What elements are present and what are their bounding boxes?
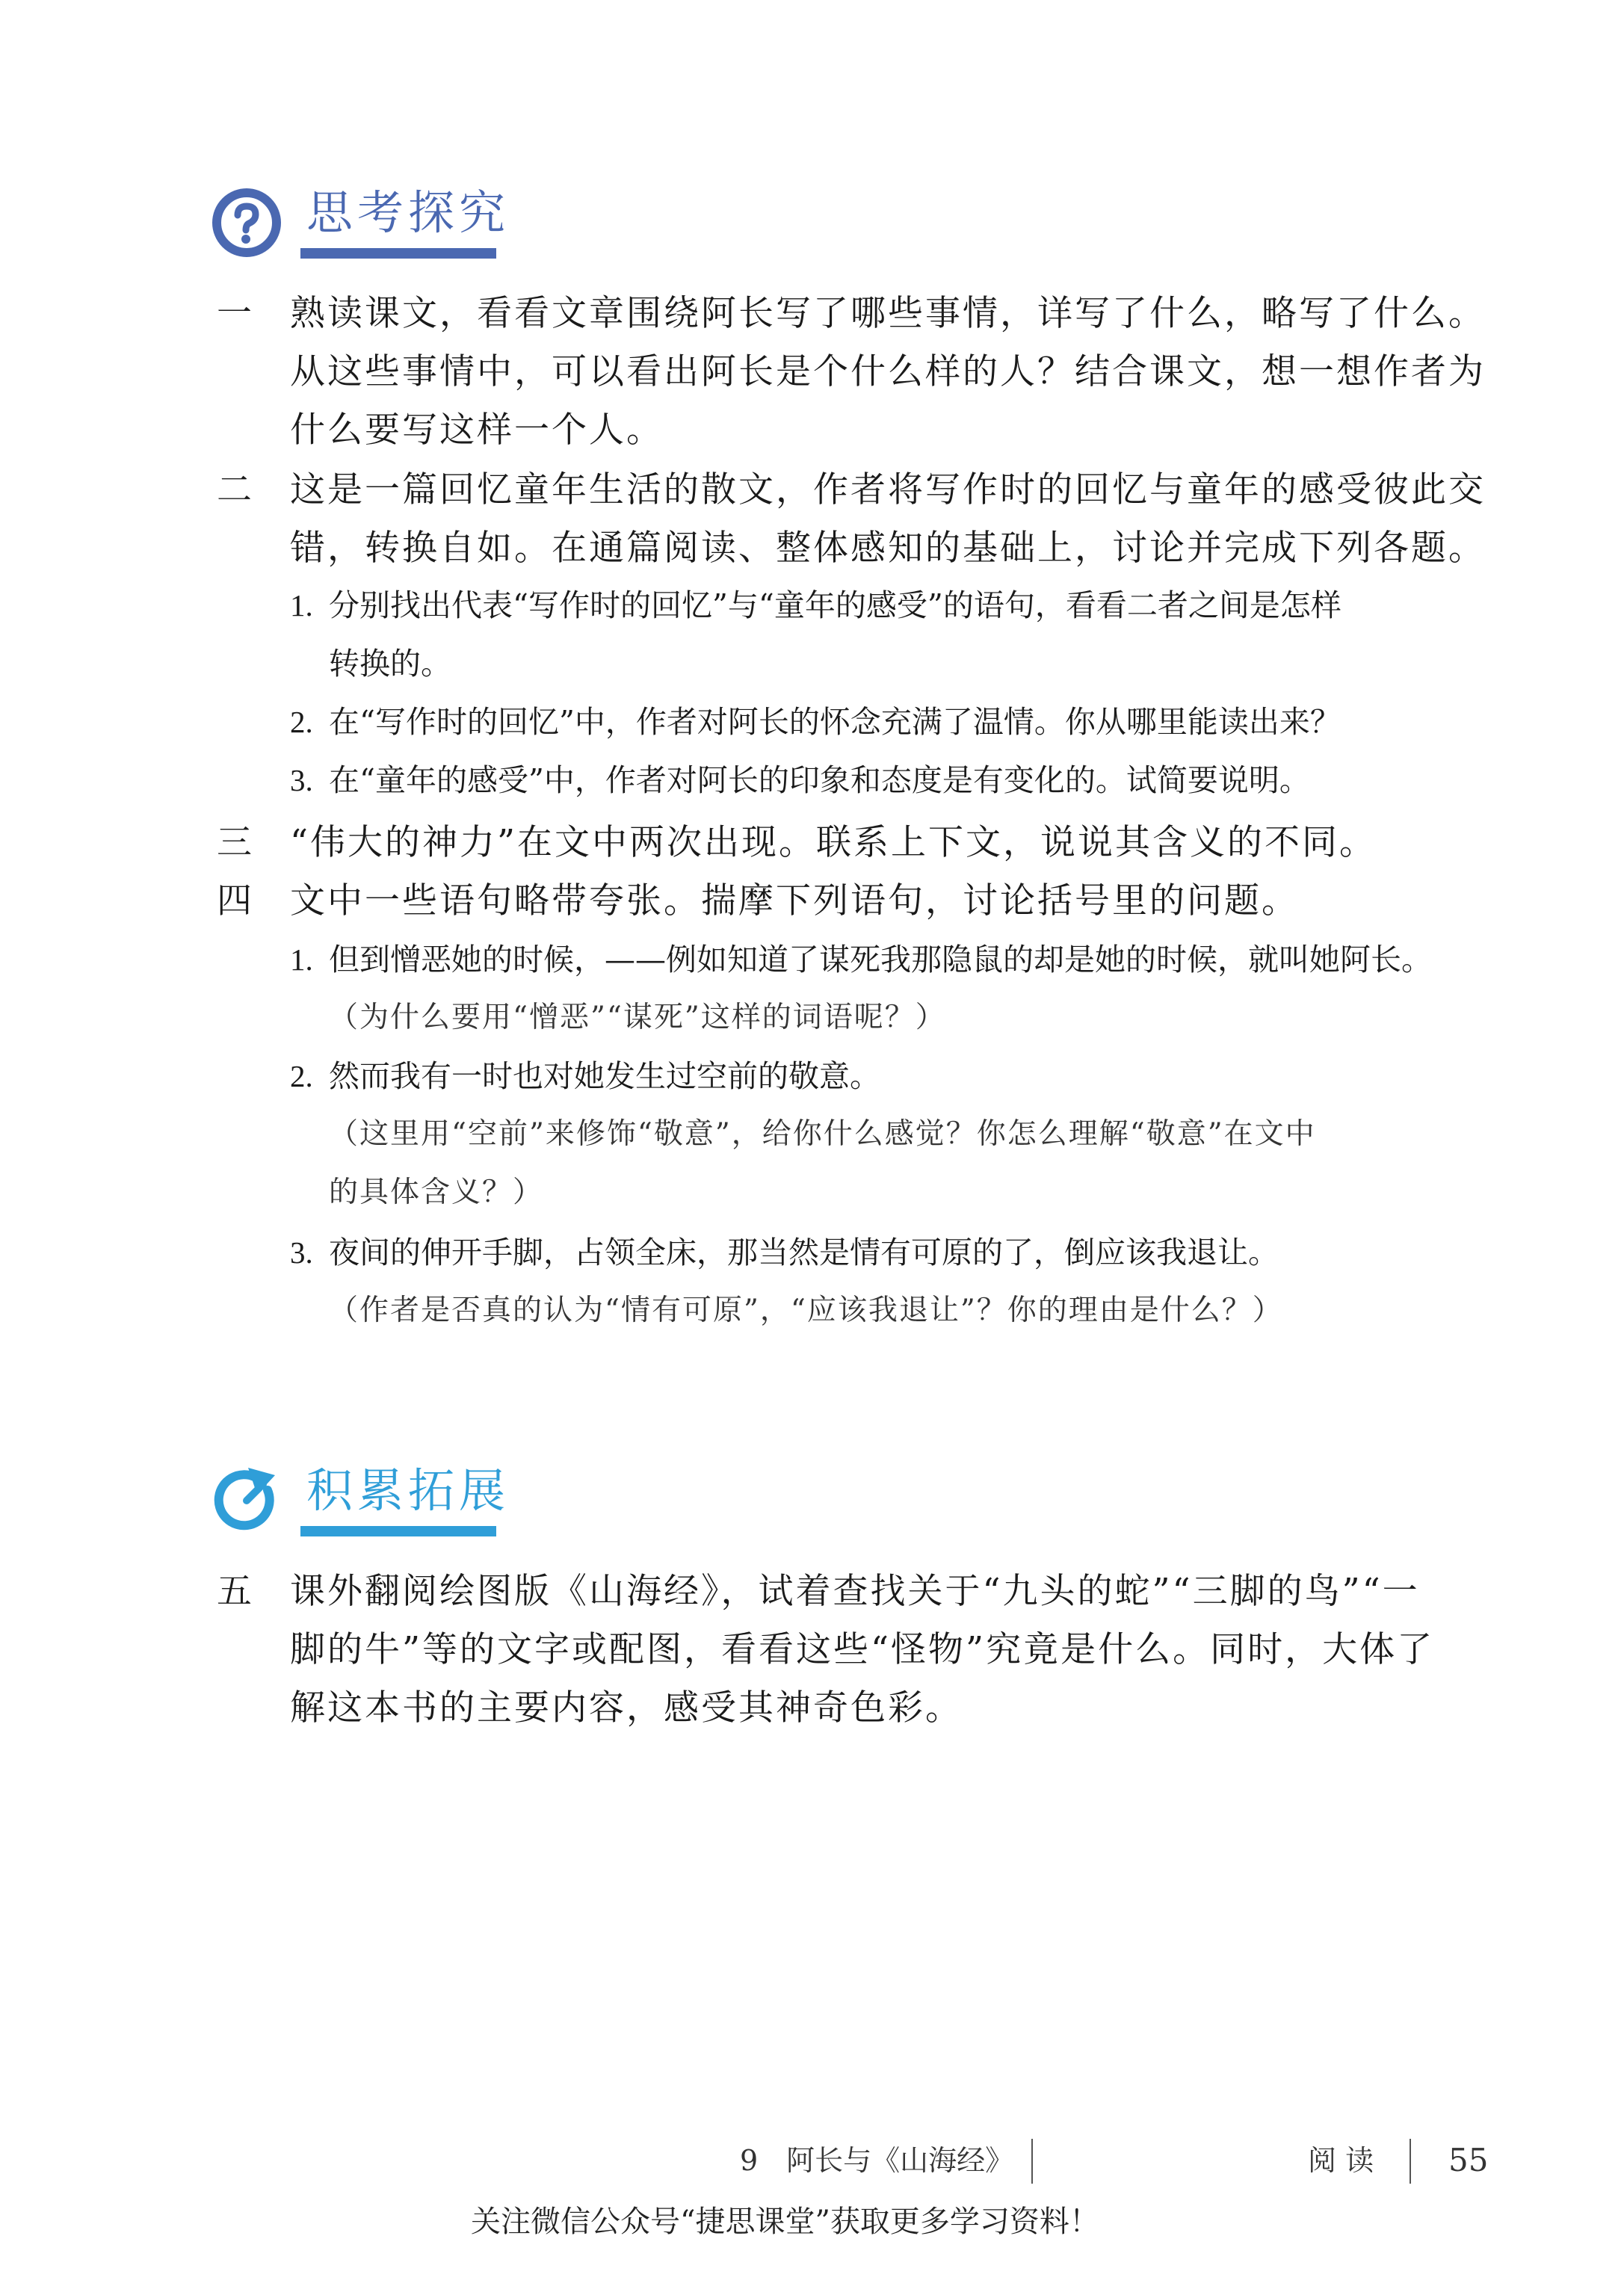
sub-question-line: 分别找出代表“写作时的回忆”与“童年的感受”的语句，看看二者之间是怎样 [329,587,1342,623]
question-mark-icon [211,187,282,259]
question-line: 熟读课文，看看文章围绕阿长写了哪些事情，详写了什么，略写了什么。 [290,293,1486,334]
footer-category: 阅 读 [1308,2144,1374,2177]
sub-question-number: 1. [290,942,313,977]
question-line: “伟大的神力”在文中两次出现。联系上下文，说说其含义的不同。 [290,822,1377,863]
section-underline [300,1526,496,1536]
question-number: 五 [217,1571,252,1612]
sub-question-line: 转换的。 [329,646,451,682]
sub-question-line: 在“童年的感受”中，作者对阿长的印象和态度是有变化的。试简要说明。 [329,762,1310,798]
question-line: 错，转换自如。在通篇阅读、整体感知的基础上，讨论并完成下列各题。 [290,528,1486,569]
question-line: 这是一篇回忆童年生活的散文，作者将写作时的回忆与童年的感受彼此交 [290,469,1486,510]
sub-question-number: 3. [290,763,313,797]
question-line: 脚的牛”等的文字或配图，看看这些“怪物”究竟是什么。同时，大体了 [290,1629,1435,1670]
question-number: 二 [217,469,252,510]
sub-question-line: 夜间的伸开手脚，占领全床，那当然是情有可原的了，倒应该我退让。 [329,1235,1279,1270]
sub-question-number: 2. [290,705,313,739]
question-line: 从这些事情中，可以看出阿长是个什么样的人？结合课文，想一想作者为 [290,351,1486,392]
question-line: 文中一些语句略带夸张。揣摩下列语句，讨论括号里的问题。 [290,880,1299,921]
hint-line: （为什么要用“憎恶”“谋死”这样的词语呢？） [329,1001,946,1034]
section-underline [300,248,496,259]
hint-line: 的具体含义？） [329,1176,544,1209]
refresh-arrow-icon [211,1465,282,1536]
page-number: 55 [1448,2142,1489,2178]
section-title: 思考探究 [306,185,510,240]
hint-line: （这里用“空前”来修饰“敬意”，给你什么感觉？你怎么理解“敬意”在文中 [329,1117,1316,1151]
sub-question-line: 但到憎恶她的时候，——例如知道了谋死我那隐鼠的却是她的时候，就叫她阿长。 [329,942,1432,977]
sub-question-line: 在“写作时的回忆”中，作者对阿长的怀念充满了温情。你从哪里能读出来？ [329,704,1341,740]
sub-question-number: 1. [290,588,313,623]
section-header-think [211,179,525,269]
sub-question-line: 然而我有一时也对她发生过空前的敬意。 [329,1058,880,1094]
sub-question-number: 3. [290,1235,313,1270]
question-line: 课外翻阅绘图版《山海经》，试着查找关于“九头的蛇”“三脚的鸟”“一 [290,1571,1420,1612]
footer-divider [1410,2139,1411,2184]
section-title: 积累拓展 [306,1463,510,1518]
footer-divider [1031,2139,1033,2184]
question-number: 一 [217,293,252,334]
question-line: 什么要写这样一个人。 [290,410,664,451]
hint-line: （作者是否真的认为“情有可原”，“应该我退让”？你的理由是什么？） [329,1294,1283,1327]
question-line: 解这本书的主要内容，感受其神奇色彩。 [290,1687,963,1729]
question-number: 三 [217,822,252,863]
footer-notice: 关注微信公众号“捷思课堂”获取更多学习资料！ [471,2205,1099,2239]
question-number: 四 [217,880,252,921]
footer-lesson-title: 9 阿长与《山海经》 [740,2144,1014,2177]
section-header-accumulate [211,1457,525,1547]
sub-question-number: 2. [290,1059,313,1093]
